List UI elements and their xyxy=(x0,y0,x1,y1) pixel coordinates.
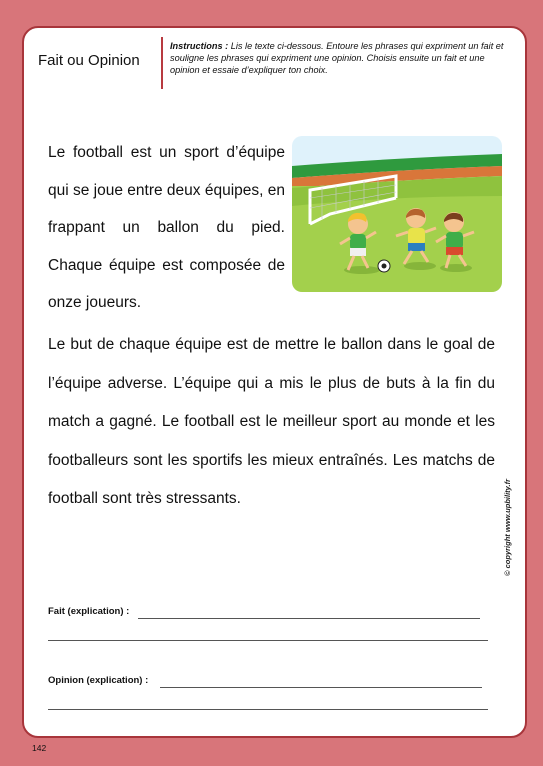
instructions-text: Lis le texte ci-dessous. Entoure les phrases qui expriment un fait et souligne les phrases qui expriment une opinion. Choisis ensuite un fait et une opinion et essaie d’expliquer ton choix. xyxy=(170,41,504,75)
paragraph-2: Le but de chaque équipe est de mettre le ballon dans le goal de l’équipe adverse. L’équipe qui a mis le plus de buts à la fin du match a gagné. Le football est le meilleur sport au monde et les footballeurs sont les sportifs les mieux entraînés. Les matchs de football sont très stressants. xyxy=(48,336,495,507)
instructions-label: Instructions : xyxy=(170,41,229,51)
page-number: 142 xyxy=(32,743,47,753)
instructions xyxy=(170,40,516,76)
copyright-notice: © copyright www.upbility.fr xyxy=(503,478,512,576)
worksheet-title: Fait ou Opinion xyxy=(38,52,140,69)
opinion-answer-line-2[interactable] xyxy=(48,709,488,710)
football-illustration xyxy=(292,136,502,292)
fait-answer-line-2[interactable] xyxy=(48,640,488,641)
paragraph-1: Le football est un sport d’équipe qui se joue entre deux équipes, en frappant un ballon du pied. Chaque équipe est composée de onze joueurs. xyxy=(48,144,285,311)
opinion-answer-line-1[interactable] xyxy=(160,687,482,688)
worksheet-page xyxy=(22,26,527,738)
header-divider xyxy=(161,37,163,89)
fait-label: Fait (explication) : xyxy=(48,606,130,617)
fait-answer-line-1[interactable] xyxy=(138,618,480,619)
opinion-label: Opinion (explication) : xyxy=(48,675,149,686)
